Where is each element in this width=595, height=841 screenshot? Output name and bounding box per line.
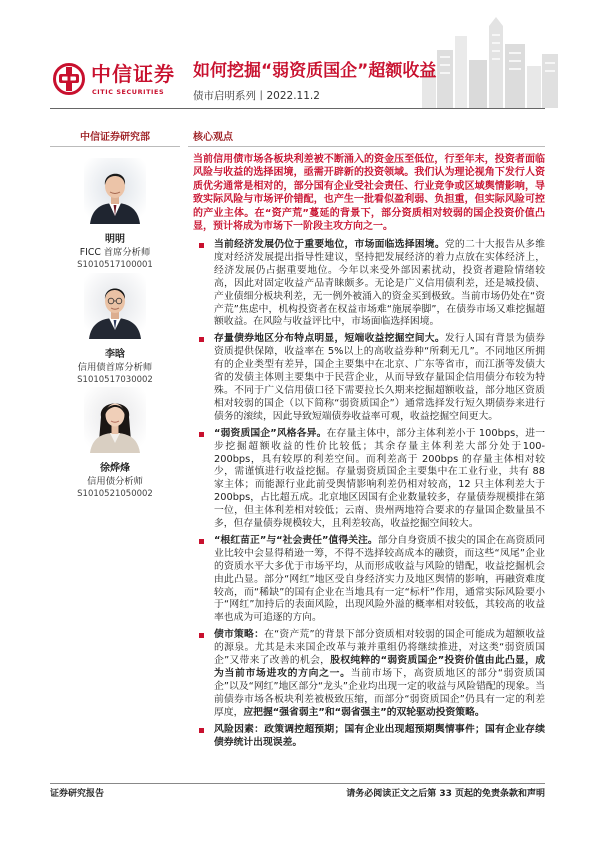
point-lead: “弱资质国企”风格各异。: [214, 427, 327, 439]
header-divider: [50, 108, 545, 109]
point-body: 在存量主体中，部分主体利差小于 100bps，进一步挖掘超额收益的性价比较低；其余存量主体利差大部分处于100-200bps，具有较厚的利差空间。而利差高于 200bps 的存量主体相对较少，需谨慎进行收益挖掘。存量弱资质国企主要集中在工业行业，共有 88 家主体；而能源行业此前受舆情影响利差仍相对较高，12 只主体利差大于 200bps，占比超五成。北京地区因国有企业数量较多，存量债券规模排在第一位，但主体利差相对较低；云南、贵州两地符合要求的存量国企数量虽不多，但存量债券规模较大，且利差较高，收益挖掘空间较大。: [214, 427, 545, 530]
key-points-list: [193, 239, 545, 753]
point-body: 发行人国有背景为债券资质提供保障，收益率在 5%以上的高收益券种“所剩无几”。不同地区所拥有的企业类型有差异，国企主要集中在北京、广东等省市，而江浙等发债大省的发债主体则主要集中于民营企业，从而导致存量国企信用债分布较为特殊。不同于广义信用债口径下需要拉长久期来挖掘超额收益，部分地区资质相对较弱的国企（以下简称“弱资质国企”）通常选择发行短久期债券来进行债务的滚续，因此导致短端债券收益率可观，收益挖掘空间更大。: [214, 333, 546, 422]
analyst-name: 明明: [105, 234, 125, 245]
citic-logo-icon: [52, 62, 86, 96]
bullet-marker: [199, 539, 204, 544]
analyst-card: [50, 387, 180, 501]
analyst-photo: [84, 273, 146, 339]
analyst-title: 信用债首席分析师: [77, 362, 153, 373]
key-point: [193, 428, 545, 531]
analyst-license-no: S1010517100001: [77, 260, 153, 270]
key-point-risk: [193, 724, 545, 750]
analyst-license-no: S1010521050002: [77, 489, 153, 499]
skyline-graphic: [420, 14, 560, 108]
bullet-marker: [199, 728, 204, 733]
point-lead: 存量债券地区分布特点明显，短端收益挖掘空间大。: [214, 333, 445, 345]
main-divider: [188, 146, 545, 147]
point-lead: 债市策略：: [214, 629, 265, 641]
key-point: [193, 239, 545, 329]
point-lead: 风险因素：政策调控超预期；国有企业出现超预期舆情事件；国有企业存续债券统计出现误差。: [214, 723, 545, 748]
analyst-photo: [84, 158, 146, 224]
bullet-marker: [199, 243, 204, 248]
point-body: 在“资产荒”的背景下部分资质相对较弱的国企可能成为超额收益的源泉。尤其是未来国企改革与兼并重组仍将继续推进，对这类“弱资质国企”又带来了改善的机会，: [214, 629, 546, 667]
analyst-title: FICC 首席分析师: [79, 247, 151, 258]
key-point: [193, 333, 545, 423]
point-body: 当前市场下，高资质地区的部分“弱资质国企”以及“网红”地区部分“龙头”企业均出现一定的收益与风险错配的现象。当前债券市场各板块利差被极致压缩，而部分“弱资质国企”仍具有一定的利差厚度，: [214, 668, 546, 718]
analyst-card: [50, 158, 180, 272]
footer-divider: [50, 783, 545, 784]
analyst-name: 李晗: [105, 349, 125, 360]
report-title: 如何挖掘“弱资质国企”超额收益: [193, 61, 437, 81]
sidebar-divider: [50, 146, 180, 147]
point-body: 党的二十大报告从多维度对经济发展提出指导性建议，坚持把发展经济的着力点放在实体经济上，经济发展仍占据重要地位。今年以来受外部因素扰动，投资者避险情绪较高，因此对固定收益产品青睐颇多。无论是广义信用债利差，还是城投债、产业债细分板块利差，无一例外被涌入的资金买到极致。当前市场仍处在“资产荒”焦虑中，机构投资者在权益市场难“施展拳脚”，在债券市场又难挖掘超额收益。在风险与收益评比中，市场面临选择困境。: [214, 239, 546, 328]
brand-name: 中信证券: [91, 62, 175, 86]
analyst-name: 徐烨烽: [100, 463, 130, 474]
key-point-strategy: [193, 629, 545, 719]
point-emphasis: 应把握“强省弱主”和“弱省强主”的双轮驱动投资策略。: [243, 706, 485, 718]
brand-name-en: CITIC SECURITIES: [92, 88, 165, 96]
bullet-marker: [199, 633, 204, 638]
footer-report-type: 证券研究报告: [50, 789, 105, 799]
point-body: 部分自身资质不拔尖的国企在高资质同业比较中会显得稍逊一筹，不得不选择较高成本的融资，而这些“凤尾”企业的资质水平大多优于市场平均，从而形成收益与风险的错配，收益挖掘机会由此凸显。部分“网红”地区受自身经济实力及地区舆情的影响，再融资难度较高，而“稀缺”的国有企业在当地具有一定“标杆”作用，通常实际风险要小于“网红”加持后的表面风险，出现风险外溢的概率相对较低，其较高的收益率也成为可追逐的方向。: [214, 534, 546, 624]
bullet-marker: [199, 432, 204, 437]
footer-disclaimer: 请务必阅读正文之后第 33 页起的免责条款和声明: [346, 789, 545, 799]
report-series-date: 债市启明系列丨2022.11.2: [193, 90, 320, 102]
bullet-marker: [199, 337, 204, 342]
point-lead: “根红苗正”与“社会责任”值得关注。: [214, 534, 378, 546]
core-views-heading: 核心观点: [193, 132, 233, 143]
analyst-license-no: S1010517030002: [77, 375, 153, 385]
analyst-photo: [84, 387, 146, 453]
research-dept-heading: 中信证券研究部: [80, 132, 150, 143]
analyst-title: 信用债分析师: [87, 476, 143, 487]
key-point: [193, 535, 545, 625]
analyst-card: [50, 273, 180, 387]
summary-paragraph: 当前信用债市场各板块利差被不断涌入的资金压至低位，行至年末，投资者面临风险与收益的选择困境，亟需开辟新的投资领域。我们认为理论视角下发行人资质优劣通常是相对的，部分国有企业受社会责任、行业竞争或区域舆情影响，导致实际风险与市场评价错配，也产生一批看似盈利弱、负担重，但实际风险可控的产业主体。在“资产荒”蔓延的背景下，部分资质相对较弱的国企投资价值凸显，预计将成为市场下一阶段主攻方向之一。: [193, 154, 545, 233]
point-lead: 当前经济发展仍位于重要地位，市场面临选择困境。: [214, 239, 445, 250]
point-emphasis: 股权纯粹的“弱资质国企”投资价值由此凸显，成为当前市场进攻的方向之一。: [214, 655, 545, 679]
